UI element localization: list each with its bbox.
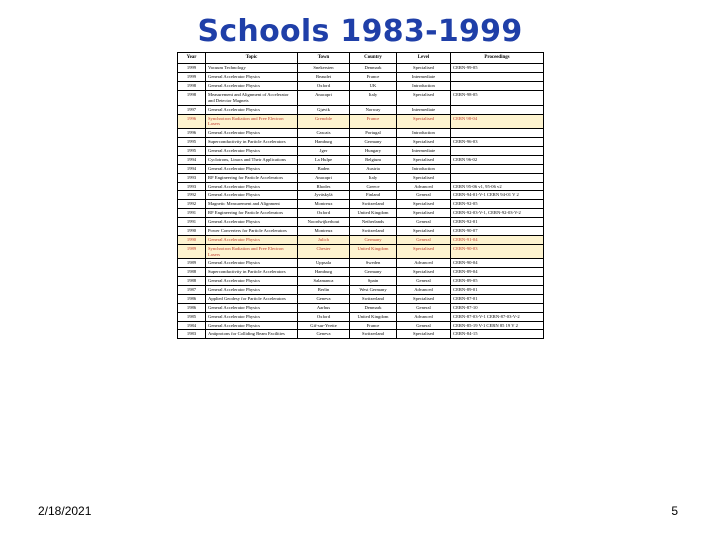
cell-year: 1988: [178, 277, 206, 286]
cell-year: 1997: [178, 105, 206, 114]
cell-year: 1995: [178, 147, 206, 156]
table-row: [178, 235, 544, 244]
cell-level: Specialised: [397, 173, 451, 182]
cell-country: UK: [350, 82, 397, 91]
cell-proceedings: CERN-87-10: [451, 303, 544, 312]
cell-level: General: [397, 191, 451, 200]
cell-country: Italy: [350, 90, 397, 105]
cell-town: Geneva: [298, 294, 350, 303]
cell-level: Advanced: [397, 286, 451, 295]
cell-country: Spain: [350, 277, 397, 286]
cell-year: 1986: [178, 294, 206, 303]
cell-level: General: [397, 303, 451, 312]
cell-town: Baden: [298, 164, 350, 173]
cell-level: Specialised: [397, 64, 451, 73]
table-row: [178, 268, 544, 277]
cell-town: Grenoble: [298, 114, 350, 129]
cell-year: 1993: [178, 173, 206, 182]
table-row: [178, 114, 544, 129]
cell-proceedings: CERN-89-05: [451, 277, 544, 286]
cell-country: Sweden: [350, 259, 397, 268]
cell-country: Denmark: [350, 64, 397, 73]
cell-level: Specialised: [397, 200, 451, 209]
cell-topic: General Accelerator Physics: [206, 147, 298, 156]
cell-topic: General Accelerator Physics: [206, 218, 298, 227]
table-row: [178, 129, 544, 138]
cell-town: Berlin: [298, 286, 350, 295]
cell-country: Switzerland: [350, 200, 397, 209]
column-header-year: Year: [178, 53, 206, 64]
cell-level: General: [397, 321, 451, 330]
cell-country: Hungary: [350, 147, 397, 156]
table-row: [178, 226, 544, 235]
cell-proceedings: CERN-96-03: [451, 138, 544, 147]
table-row: [178, 90, 544, 105]
cell-country: Switzerland: [350, 330, 397, 339]
cell-year: 1994: [178, 155, 206, 164]
cell-topic: RF Engineering for Particle Accelerators: [206, 209, 298, 218]
cell-year: 1998: [178, 82, 206, 91]
cell-proceedings: CERN-91-04: [451, 235, 544, 244]
cell-town: Gjøvik: [298, 105, 350, 114]
cell-level: Specialised: [397, 226, 451, 235]
table-row: [178, 138, 544, 147]
schools-table-container: [177, 52, 543, 339]
cell-proceedings: CERN-89-04: [451, 268, 544, 277]
cell-level: Specialised: [397, 114, 451, 129]
cell-proceedings: [451, 129, 544, 138]
cell-topic: RF Engineering for Particle Accelerators: [206, 173, 298, 182]
cell-country: Finland: [350, 191, 397, 200]
cell-proceedings: [451, 73, 544, 82]
table-row: [178, 164, 544, 173]
cell-proceedings: [451, 105, 544, 114]
cell-level: Specialised: [397, 155, 451, 164]
cell-topic: General Accelerator Physics: [206, 182, 298, 191]
cell-country: Switzerland: [350, 294, 397, 303]
cell-country: Austria: [350, 164, 397, 173]
cell-level: Introduction: [397, 82, 451, 91]
cell-town: Chester: [298, 244, 350, 259]
cell-town: Jyväskylä: [298, 191, 350, 200]
table-row: [178, 312, 544, 321]
cell-year: 1990: [178, 226, 206, 235]
cell-topic: General Accelerator Physics: [206, 303, 298, 312]
table-row: [178, 73, 544, 82]
cell-proceedings: CERN-98-05: [451, 90, 544, 105]
cell-town: Uppsala: [298, 259, 350, 268]
cell-proceedings: [451, 147, 544, 156]
cell-year: 1992: [178, 200, 206, 209]
cell-country: Denmark: [350, 303, 397, 312]
cell-year: 1996: [178, 129, 206, 138]
cell-town: Montreux: [298, 226, 350, 235]
cell-country: Germany: [350, 138, 397, 147]
cell-country: Germany: [350, 268, 397, 277]
cell-country: France: [350, 321, 397, 330]
cell-level: Intermediate: [397, 73, 451, 82]
cell-country: Italy: [350, 173, 397, 182]
cell-level: Specialised: [397, 138, 451, 147]
cell-topic: General Accelerator Physics: [206, 105, 298, 114]
cell-topic: General Accelerator Physics: [206, 129, 298, 138]
cell-year: 1985: [178, 312, 206, 321]
cell-town: Rhodes: [298, 182, 350, 191]
footer-page-number: 5: [671, 504, 678, 518]
table-row: [178, 182, 544, 191]
cell-level: Specialised: [397, 330, 451, 339]
cell-town: Beaudet: [298, 73, 350, 82]
schools-table-body: [178, 64, 544, 339]
footer-date: 2/18/2021: [38, 504, 92, 518]
cell-town: Hamburg: [298, 138, 350, 147]
table-row: [178, 286, 544, 295]
table-row: [178, 191, 544, 200]
cell-topic: Synchrotron Radiation and Free Electron Lasers: [206, 244, 298, 259]
table-row: [178, 155, 544, 164]
table-row: [178, 259, 544, 268]
cell-topic: General Accelerator Physics: [206, 191, 298, 200]
table-row: [178, 330, 544, 339]
cell-topic: Power Converters for Particle Accelerators: [206, 226, 298, 235]
cell-year: 1991: [178, 218, 206, 227]
table-row: [178, 64, 544, 73]
cell-topic: Vacuum Technology: [206, 64, 298, 73]
column-header-level: Level: [397, 53, 451, 64]
cell-topic: General Accelerator Physics: [206, 259, 298, 268]
cell-town: Anacapri: [298, 90, 350, 105]
cell-year: 1996: [178, 114, 206, 129]
cell-proceedings: CERN-92-05: [451, 200, 544, 209]
table-header-row: [178, 53, 544, 64]
cell-proceedings: CERN 95-06 v1, 95-06 v2: [451, 182, 544, 191]
cell-proceedings: CERN-85-19 V-1 CERN 85 19 V 2: [451, 321, 544, 330]
cell-topic: General Accelerator Physics: [206, 277, 298, 286]
cell-year: 1986: [178, 303, 206, 312]
cell-year: 1988: [178, 268, 206, 277]
cell-topic: General Accelerator Physics: [206, 312, 298, 321]
cell-town: Anacapri: [298, 173, 350, 182]
cell-town: Salamanca: [298, 277, 350, 286]
cell-country: France: [350, 114, 397, 129]
table-row: [178, 200, 544, 209]
cell-proceedings: CERN-94-01-V-1 CERN 94-01 V 2: [451, 191, 544, 200]
cell-topic: General Accelerator Physics: [206, 235, 298, 244]
cell-topic: Superconductivity in Particle Accelerators: [206, 268, 298, 277]
cell-proceedings: [451, 164, 544, 173]
cell-topic: General Accelerator Physics: [206, 82, 298, 91]
cell-level: Specialised: [397, 294, 451, 303]
cell-topic: Magnetic Measurement and Alignment: [206, 200, 298, 209]
cell-country: France: [350, 73, 397, 82]
cell-level: Advanced: [397, 312, 451, 321]
cell-year: 1999: [178, 64, 206, 73]
table-row: [178, 105, 544, 114]
cell-country: Greece: [350, 182, 397, 191]
cell-topic: General Accelerator Physics: [206, 73, 298, 82]
cell-town: Oxford: [298, 209, 350, 218]
cell-country: United Kingdom: [350, 244, 397, 259]
table-row: [178, 82, 544, 91]
cell-town: Geneva: [298, 330, 350, 339]
cell-year: 1998: [178, 90, 206, 105]
cell-proceedings: CERN-89-01: [451, 286, 544, 295]
cell-country: West Germany: [350, 286, 397, 295]
cell-level: Specialised: [397, 90, 451, 105]
table-row: [178, 173, 544, 182]
cell-topic: General Accelerator Physics: [206, 321, 298, 330]
cell-level: General: [397, 235, 451, 244]
cell-level: Advanced: [397, 182, 451, 191]
cell-topic: General Accelerator Physics: [206, 164, 298, 173]
cell-proceedings: CERN-84-15: [451, 330, 544, 339]
table-row: [178, 209, 544, 218]
cell-proceedings: CERN-99-05: [451, 64, 544, 73]
cell-town: Noordwijkerhout: [298, 218, 350, 227]
table-row: [178, 244, 544, 259]
cell-year: 1991: [178, 209, 206, 218]
cell-topic: Antiprotons for Colliding Beam Facilities: [206, 330, 298, 339]
table-row: [178, 294, 544, 303]
cell-year: 1992: [178, 191, 206, 200]
cell-topic: Synchrotron Radiation and Free Electron Lasers: [206, 114, 298, 129]
cell-town: Snekersten: [298, 64, 350, 73]
schools-table: [177, 52, 544, 339]
cell-country: Norway: [350, 105, 397, 114]
cell-proceedings: CERN 98-04: [451, 114, 544, 129]
cell-year: 1990: [178, 235, 206, 244]
table-row: [178, 321, 544, 330]
cell-proceedings: CERN-92-03-V-1, CERN-92-03-V-2: [451, 209, 544, 218]
cell-proceedings: [451, 82, 544, 91]
cell-proceedings: CERN-90-04: [451, 259, 544, 268]
cell-town: Gif-sur-Yvette: [298, 321, 350, 330]
table-row: [178, 303, 544, 312]
cell-topic: Applied Geodesy for Particle Accelerators: [206, 294, 298, 303]
cell-town: Aarhus: [298, 303, 350, 312]
cell-level: Specialised: [397, 209, 451, 218]
cell-year: 1995: [178, 138, 206, 147]
cell-proceedings: CERN 96-02: [451, 155, 544, 164]
column-header-country: Country: [350, 53, 397, 64]
cell-year: 1994: [178, 164, 206, 173]
cell-country: United Kingdom: [350, 312, 397, 321]
cell-town: La Hulpe: [298, 155, 350, 164]
cell-topic: Superconductivity in Particle Accelerators: [206, 138, 298, 147]
cell-topic: Cyclotrons, Linacs and Their Applications: [206, 155, 298, 164]
cell-town: Oxford: [298, 312, 350, 321]
cell-country: Belgium: [350, 155, 397, 164]
column-header-proceedings: Proceedings: [451, 53, 544, 64]
cell-proceedings: CERN-87-01: [451, 294, 544, 303]
cell-proceedings: CERN-92-01: [451, 218, 544, 227]
cell-proceedings: CERN-90-07: [451, 226, 544, 235]
cell-year: 1999: [178, 73, 206, 82]
table-row: [178, 218, 544, 227]
cell-level: Introduction: [397, 164, 451, 173]
cell-level: Advanced: [397, 259, 451, 268]
cell-level: Specialised: [397, 268, 451, 277]
table-row: [178, 147, 544, 156]
cell-year: 1989: [178, 259, 206, 268]
cell-proceedings: [451, 173, 544, 182]
cell-town: Jger: [298, 147, 350, 156]
cell-proceedings: CERN-87-03-V-1 CERN-87-03-V-2: [451, 312, 544, 321]
cell-country: Netherlands: [350, 218, 397, 227]
cell-town: Montreux: [298, 200, 350, 209]
cell-town: Oxford: [298, 82, 350, 91]
cell-country: United Kingdom: [350, 209, 397, 218]
cell-year: 1984: [178, 321, 206, 330]
cell-level: General: [397, 218, 451, 227]
cell-year: 1983: [178, 330, 206, 339]
cell-topic: Measurement and Alignment of Accelerator and Detector Magnets: [206, 90, 298, 105]
cell-topic: General Accelerator Physics: [206, 286, 298, 295]
cell-level: Introduction: [397, 129, 451, 138]
cell-country: Switzerland: [350, 226, 397, 235]
cell-year: 1993: [178, 182, 206, 191]
cell-proceedings: CERN-90-03: [451, 244, 544, 259]
table-row: [178, 277, 544, 286]
cell-level: Intermediate: [397, 105, 451, 114]
cell-year: 1989: [178, 244, 206, 259]
cell-town: Cascais: [298, 129, 350, 138]
column-header-town: Town: [298, 53, 350, 64]
cell-country: Portugal: [350, 129, 397, 138]
cell-year: 1987: [178, 286, 206, 295]
page-title: Schools 1983-1999: [197, 14, 523, 49]
column-header-topic: Topic: [206, 53, 298, 64]
cell-level: General: [397, 277, 451, 286]
cell-level: Intermediate: [397, 147, 451, 156]
cell-town: Hamburg: [298, 268, 350, 277]
cell-country: Germany: [350, 235, 397, 244]
cell-level: Specialised: [397, 244, 451, 259]
cell-town: Julich: [298, 235, 350, 244]
